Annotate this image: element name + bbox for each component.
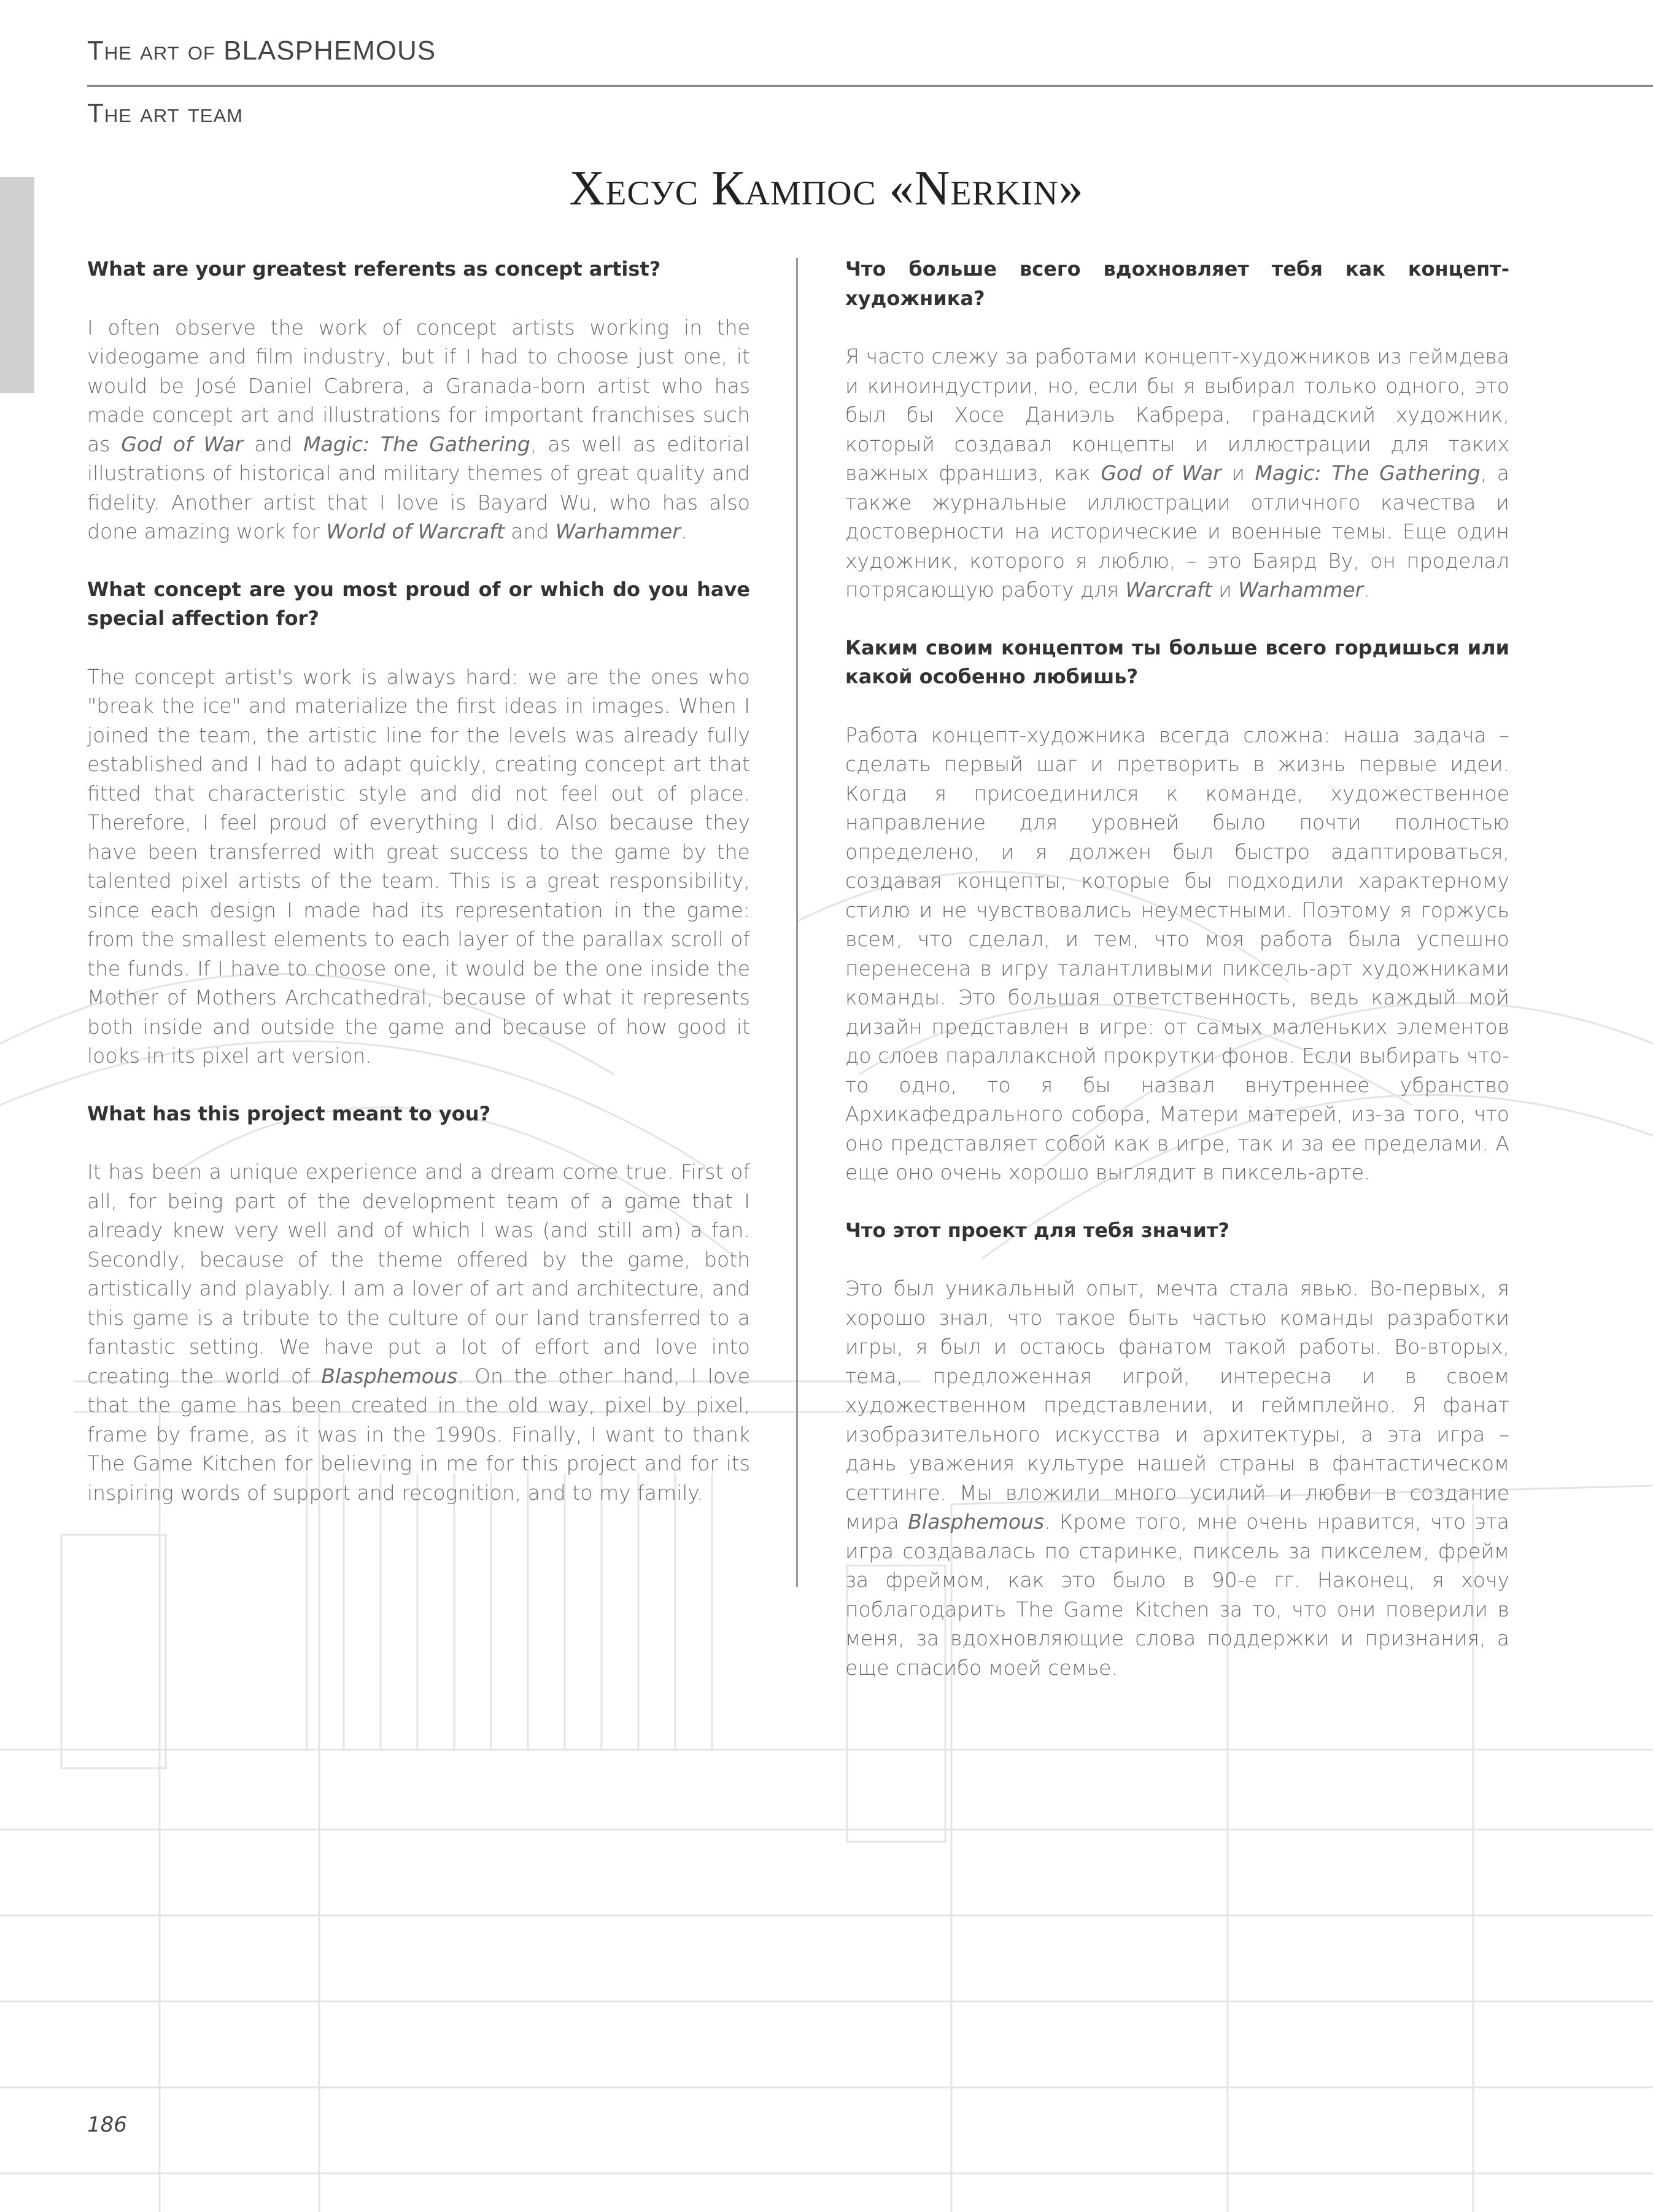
answer-1-en: I often observe the work of concept artists working in the videogame and film industry, but if I had to choose just one, it would be José Daniel Cabrera, a Granada-born artist who has made concept art and illustrations for important franchises such as God of War and Magic: The Gathering, as well as editorial illustrations of historical and military themes of great quality and fidelity. Another artist that I love is Bayard Wu, who has also done amazing work for World of Warcraft and Warhammer. — [87, 315, 750, 543]
question-3-en: What has this project meant to you? — [87, 1101, 491, 1125]
question-2-en: What concept are you most proud of or which do you have special affection for? — [87, 577, 750, 630]
page-title: Хесус Кампос «Nerkin» — [569, 161, 1084, 215]
answer-3-en: It has been a unique experience and a dream come true. First of all, for being part of the development team of a game that I already knew very well and of which I was (and still am) a fan. Secondly, because of the theme offered by the game, both artistically and playably. I am a lover of art and architecture, and this game is a tribute to the culture of our land transferred to a fantastic setting. We have put a lot of effort and love into creating the world of Blasphemous. On the other hand, I love that the game has been created in the old way, pixel by pixel, frame by frame, as it was in the 1990s. Finally, I want to thank The Game Kitchen for believing in me for this project and for its inspiring words of support and recognition, and to my family. — [87, 1160, 750, 1505]
question-1-ru: Что больше всего вдохновляет тебя как концепт-художника? — [845, 257, 1509, 310]
answer-2-ru: Работа концепт-художника всегда сложна: наша задача – сделать первый шаг и претворить в жизнь первые идеи. Когда я присоединился к команде, художественное направление для уровней было почти полностью определено, и я должен был быстро адаптироваться, создавая концепты, которые бы подходили характерному стилю и не чувствовались неуместными. Поэтому я горжусь всем, что сделал, и тем, что моя работа была успешно перенесена в игру талантливыми пиксель-арт художниками команды. Это большая ответственность, ведь каждый мой дизайн представлен в игре: от самых маленьких элементов до слоев параллаксной прокрутки фонов. Если выбирать что-то одно, то я бы назвал внутреннее убранство Архикафедрального собора, Матери матерей, из-за того, что оно представляет собой как в игре, так и за ее пределами. А еще оно очень хорошо выглядит в пиксель-арте. — [845, 723, 1509, 1184]
russian-column — [845, 255, 1509, 1711]
question-3-ru: Что этот проект для тебя значит? — [845, 1218, 1229, 1242]
question-2-ru: Каким своим концептом ты больше всего гордишься или какой особенно любишь? — [845, 635, 1509, 688]
column-divider — [796, 258, 798, 1587]
question-1-en: What are your greatest referents as concept artist? — [87, 257, 661, 281]
answer-3-ru: Это был уникальный опыт, мечта стала явью. Во-первых, я хорошо знал, что такое быть частью команды разработки игры, я был и остаюсь фанатом такой работы. Во-вторых, тема, предложенная игрой, интересна и в своем художественном представлении, и геймплейно. Я фанат изобразительного искусства и архитектуры, а эта игра – дань уважения культуре нашей страны в фантастическом сеттинге. Мы вложили много усилий и любви в создание мира Blasphemous. Кроме того, мне очень нравится, что эта игра создавалась по старинке, пиксель за пикселем, фрейм за фреймом, как это было в 90-е гг. Наконец, я хочу поблагодарить The Game Kitchen за то, что они поверили в меня, за вдохновляющие слова поддержки и признания, а еще спасибо моей семье. — [845, 1276, 1509, 1680]
english-column — [87, 255, 750, 1536]
header-rule — [87, 85, 1653, 87]
section-title: The art team — [87, 98, 243, 128]
page-number: 186 — [87, 2113, 127, 2137]
answer-2-en: The concept artist's work is always hard: we are the ones who "break the ice" and materialize the first ideas in images. When I joined the team, the artistic line for the levels was already fully established and I had to adapt quickly, creating concept art that fitted that characteristic style and did not feel out of place. Therefore, I feel proud of everything I did. Also because they have been transferred with great success to the game by the talented pixel artists of the team. This is a great responsibility, since each design I made had its representation in the game: from the smallest elements to each layer of the parallax scroll of the funds. If I have to choose one, it would be the one inside the Mother of Mothers Archcathedral, because of what it represents both inside and outside the game and because of how good it looks in its pixel art version. — [87, 664, 750, 1068]
book-title: The art of BLASPHEMOUS — [87, 36, 436, 66]
answer-1-ru: Я часто слежу за работами концепт-художников из геймдева и киноиндустрии, но, если бы я выбирал только одного, это был бы Хосе Даниэль Кабрера, гранадский художник, который создавал концепты и иллюстрации для таких важных франшиз, как God of War и Magic: The Gathering, а также журнальные иллюстрации отличного качества и достоверности на исторические и военные темы. Еще один художник, которого я люблю, – это Баярд Ву, он проделал потрясающую работу для Warcraft и Warhammer. — [845, 344, 1510, 602]
